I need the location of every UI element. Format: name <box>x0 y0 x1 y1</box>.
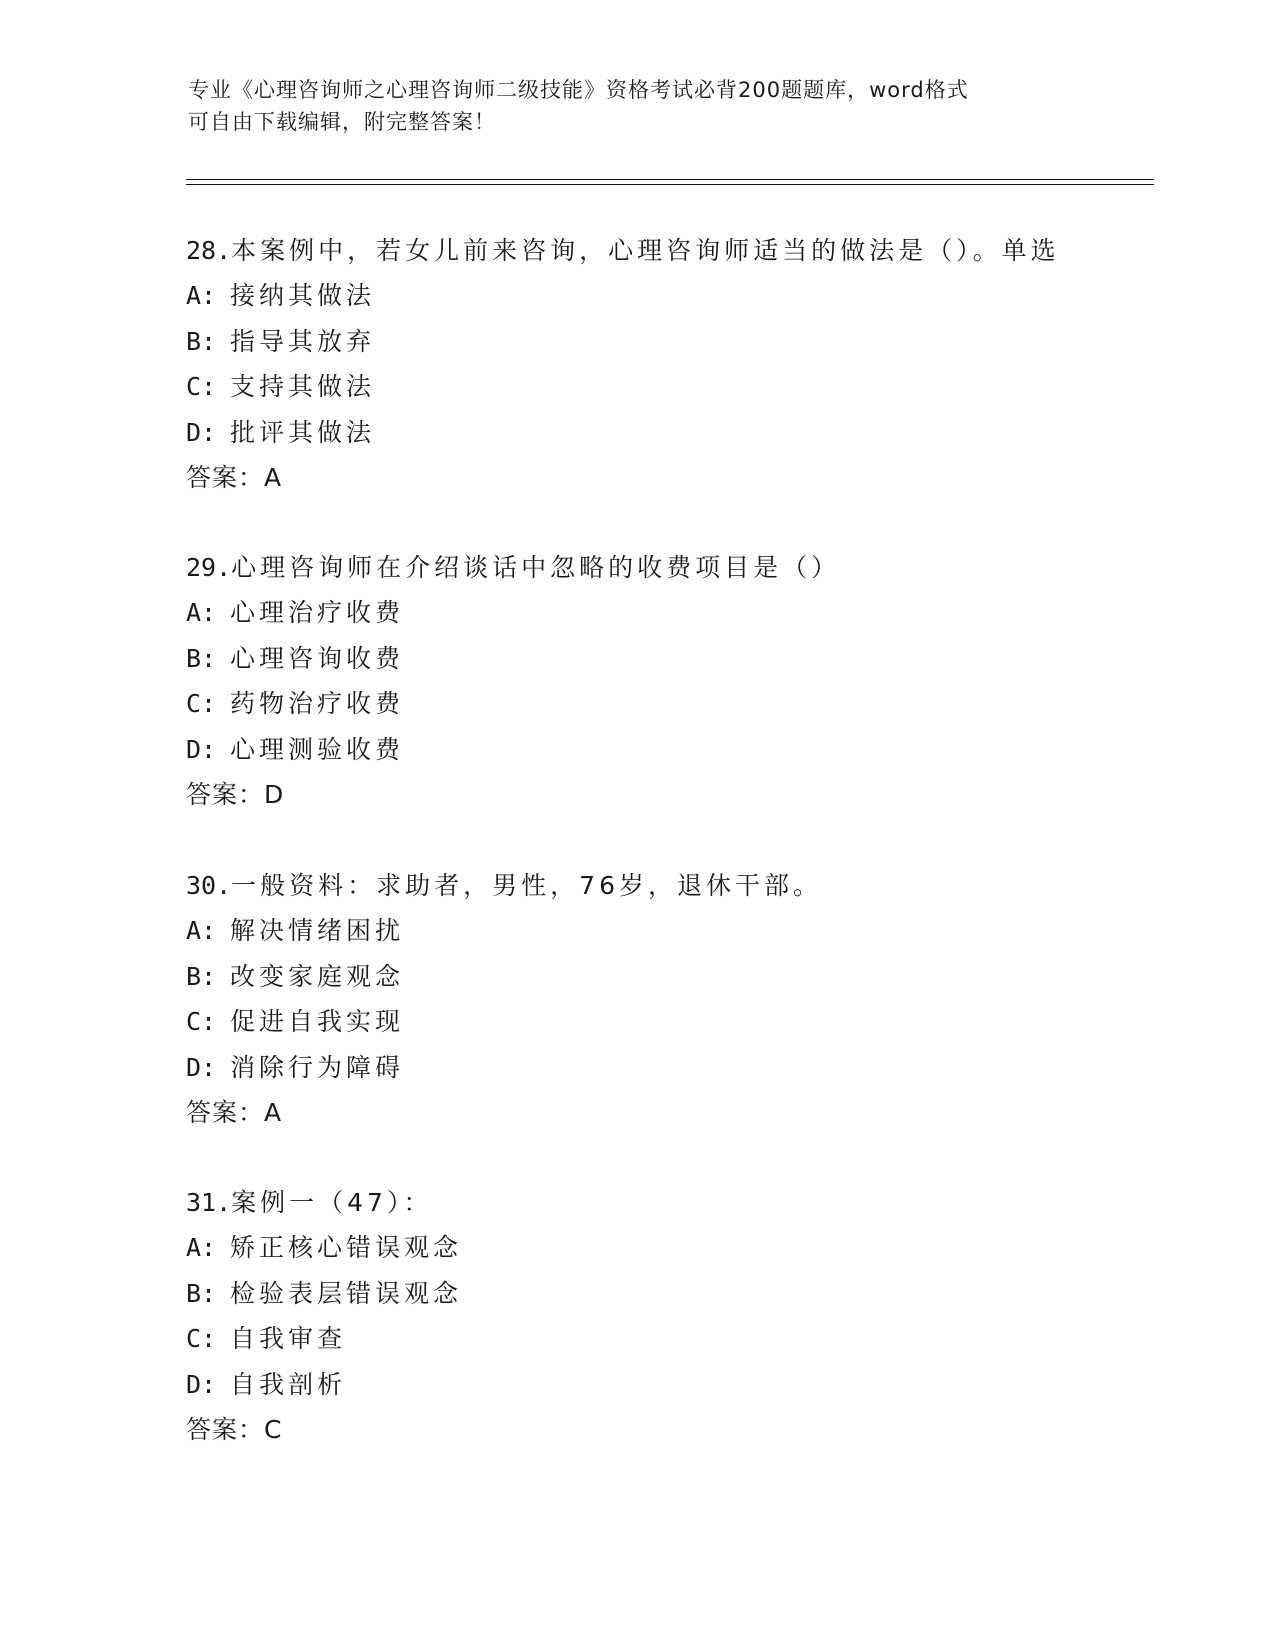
option-letter: D: <box>186 1369 217 1399</box>
question-text: 本案例中，若女儿前来咨询，心理咨询师适当的做法是（）。单选 <box>231 236 1060 265</box>
option-c <box>186 681 1146 727</box>
option-text: 消除行为障碍 <box>230 1052 405 1082</box>
option-letter: A: <box>186 1233 217 1262</box>
option-a <box>186 1225 1146 1271</box>
option-letter: C: <box>186 689 217 718</box>
option-text: 自我剖析 <box>230 1369 347 1399</box>
option-letter: B: <box>186 961 217 991</box>
question-text: 一般资料：求助者，男性，76岁，退休干部。 <box>231 871 822 900</box>
question-stem <box>186 228 1146 273</box>
option-letter: B: <box>186 643 217 673</box>
question-stem <box>186 1180 1146 1225</box>
document-header <box>188 74 1088 138</box>
option-b <box>186 954 1146 1000</box>
header-line-2: 可自由下载编辑，附完整答案！ <box>188 110 496 134</box>
option-text: 促进自我实现 <box>230 1007 405 1036</box>
option-a <box>186 590 1146 636</box>
option-text: 心理治疗收费 <box>230 598 405 627</box>
option-letter: C: <box>186 372 217 401</box>
question-31 <box>186 1180 1146 1452</box>
question-text: 心理咨询师在介绍谈话中忽略的收费项目是（） <box>231 553 841 582</box>
option-text: 心理咨询收费 <box>230 643 405 673</box>
question-number: 29. <box>186 553 232 582</box>
option-text: 药物治疗收费 <box>230 689 405 718</box>
answer-line: 答案：A <box>186 1098 283 1127</box>
question-text: 案例一（47）： <box>231 1188 433 1217</box>
option-text: 心理测验收费 <box>230 734 405 764</box>
option-text: 接纳其做法 <box>230 281 376 310</box>
option-letter: B: <box>186 326 217 356</box>
option-d <box>186 1362 1146 1408</box>
option-text: 解决情绪困扰 <box>230 916 405 945</box>
answer-line: 答案：C <box>186 1415 283 1444</box>
option-letter: A: <box>186 281 217 310</box>
option-text: 指导其放弃 <box>230 326 376 356</box>
option-c <box>186 364 1146 410</box>
option-a <box>186 908 1146 954</box>
option-d <box>186 410 1146 456</box>
question-30 <box>186 863 1146 1135</box>
option-a <box>186 273 1146 319</box>
option-text: 支持其做法 <box>230 372 376 401</box>
option-letter: A: <box>186 598 217 627</box>
option-letter: D: <box>186 417 217 447</box>
header-divider-top <box>186 179 1154 180</box>
question-29 <box>186 545 1146 817</box>
option-text: 改变家庭观念 <box>230 961 405 991</box>
option-text: 矫正核心错误观念 <box>230 1233 463 1262</box>
option-d <box>186 727 1146 773</box>
option-letter: C: <box>186 1007 217 1036</box>
option-b <box>186 1271 1146 1317</box>
option-letter: D: <box>186 734 217 764</box>
header-divider-bottom <box>186 184 1154 185</box>
answer-line: 答案：A <box>186 463 283 492</box>
option-letter: D: <box>186 1052 217 1082</box>
option-b <box>186 636 1146 682</box>
option-c <box>186 999 1146 1045</box>
question-number: 28. <box>186 236 232 265</box>
option-text: 检验表层错误观念 <box>230 1278 463 1308</box>
option-letter: C: <box>186 1324 217 1353</box>
header-line-1: 专业《心理咨询师之心理咨询师二级技能》资格考试必背200题题库，word格式 <box>188 78 969 102</box>
option-letter: A: <box>186 916 217 945</box>
option-b <box>186 319 1146 365</box>
option-letter: B: <box>186 1278 217 1308</box>
question-number: 30. <box>186 871 232 900</box>
question-stem <box>186 545 1146 590</box>
option-text: 自我审查 <box>230 1324 347 1353</box>
option-d <box>186 1045 1146 1091</box>
question-28 <box>186 228 1146 500</box>
option-c <box>186 1316 1146 1362</box>
answer-line: 答案：D <box>186 780 285 809</box>
question-stem <box>186 863 1146 908</box>
option-text: 批评其做法 <box>230 417 376 447</box>
question-number: 31. <box>186 1188 232 1217</box>
